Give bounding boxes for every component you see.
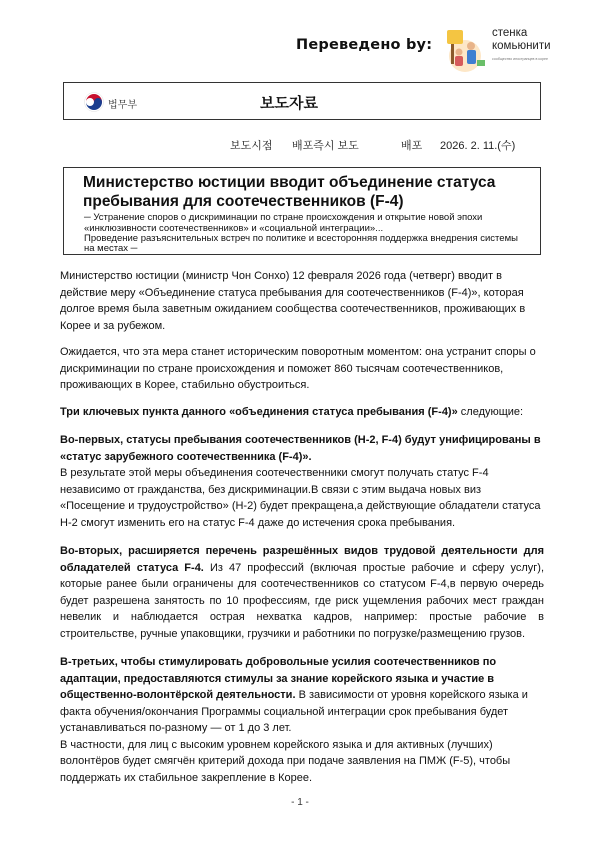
headline-subtitle-second: Проведение разъяснительных встреч по политике и всесторонняя поддержка внедрения системы на местах ─ xyxy=(84,233,518,254)
first-point-text: В результате этой меры объединения соотечественники смогут получать статус F-4 независимо от гражданства, без дискриминации.В связи с этим выдача новых виз «Посещение и трудоустройство» (H-2) будет прекращена,а действующие обладатели статуса H-2 смогут изменить его на статус F-4 даже до истечения срока пребывания. xyxy=(60,467,541,529)
document-type: 보도자료 xyxy=(260,95,318,112)
government-emblem-icon xyxy=(84,92,104,112)
community-illustration-icon xyxy=(441,26,489,72)
paragraph-key-points xyxy=(60,404,544,421)
paragraph-first-point xyxy=(60,432,544,531)
community-logo-name xyxy=(492,27,551,53)
logo-name-line2: комьюнити xyxy=(492,40,551,52)
paragraph-second-point xyxy=(60,543,544,642)
translated-by-label: Переведено by: xyxy=(296,37,433,53)
headline-title: Министерство юстиции вводит объединение статуса пребывания для соотечественников (F-4) xyxy=(83,174,496,210)
distribution-label: 배포 xyxy=(401,140,423,152)
logo-name-line1: стенка xyxy=(492,27,528,39)
release-time-value: 배포즉시 보도 xyxy=(292,140,359,152)
logo-tagline: сообщество иностранцев в корее xyxy=(492,57,548,61)
paragraph-permanent-residence: В частности, для лиц с высоким уровнем корейского языка и для активных (лучших) волонтёров будет смягчён критерий дохода при подаче заявления на ПМЖ (F-5), чтобы поддержать их стабильное закрепление в Корее. xyxy=(60,738,511,784)
article-body xyxy=(60,268,544,786)
headline-subtitle: ─ Устранение споров о дискриминации по стране происхождения и открытие новой эпохи «инклюзивности соотечественников» и «социальной интеграции»... xyxy=(84,212,483,234)
second-point-heading: Во-вторых, расширяется перечень разрешённых видов трудовой деятельности для обладателей статуса F-4. xyxy=(60,545,544,574)
key-points-heading: Три ключевых пункта данного «объединения статуса пребывания (F-4)» xyxy=(60,405,458,418)
second-point-text: Из 47 профессий (включая простые рабочие и сферу услуг), которые ранее были ограничены для соотечественников со статусом F-4,в первую очередь будет разрешена занятость по 10 профессиям, где риск ущемления рабочих мест граждан невелик и наблюдается острая нехватка кадров, например: простые рабочие в строительстве, ручные упаковщики, грузчики и работники по погрузке/размещению грузов. xyxy=(60,561,544,640)
first-point-heading: Во-первых, статусы пребывания соотечественников (H-2, F-4) будут унифицированы в «статус зарубежного соотечественника (F-4)». xyxy=(60,434,541,463)
press-release-header xyxy=(63,82,541,120)
paragraph-expectation: Ожидается, что эта мера станет историческим поворотным моментом: она устранит споры о дискриминации по стране происхождения и поможет 860 тысячам соотечественников, проживающих в Корее, стабильно обустроиться. xyxy=(60,346,536,391)
translator-banner xyxy=(296,26,586,72)
release-time-label: 보도시점 xyxy=(230,140,273,152)
page-number: - 1 - xyxy=(291,797,309,808)
key-points-rest: следующие: xyxy=(457,405,524,418)
ministry-name: 법무부 xyxy=(108,100,137,111)
paragraph-intro: Министерство юстиции (министр Чон Сонхо) 12 февраля 2026 года (четверг) вводит в действие меру «Объединение статуса пребывания для соотечественников (F-4)», которая долгое время была заветным ожиданием сообщества соотечественников, проживающих в Корее и за рубежом. xyxy=(60,270,526,332)
headline-box xyxy=(63,167,541,255)
paragraph-third-point xyxy=(60,654,544,737)
third-point-heading: В-третьих, чтобы стимулировать добровольные усилия соотечественников по адаптации, предоставляются стимулы за знание корейского языка и участие в общественно-волонтёрской деятельности. xyxy=(60,656,497,701)
distribution-date: 2026. 2. 11.(수) xyxy=(440,140,516,152)
third-point-text: В зависимости от уровня корейского языка и факта обучения/окончания Программы социальной интеграции срок пребывания будет устанавливаться по-разному — от 1 до 3 лет. xyxy=(60,689,528,734)
